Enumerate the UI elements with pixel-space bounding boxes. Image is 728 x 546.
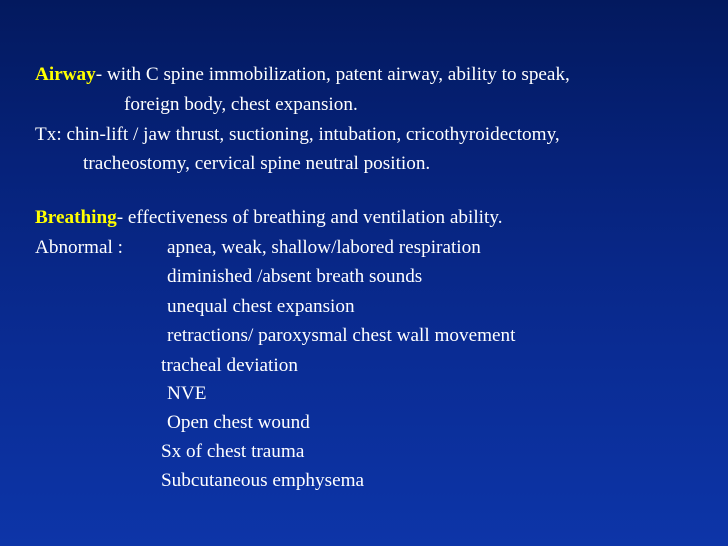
breathing-keyword: Breathing — [35, 207, 117, 228]
airway-keyword: Airway — [35, 64, 96, 85]
abnormal-item: Subcutaneous emphysema — [161, 470, 365, 491]
airway-line — [35, 64, 570, 86]
airway-line-2: foreign body, chest expansion. — [124, 94, 358, 115]
abnormal-item: apnea, weak, shallow/labored respiration — [167, 237, 481, 258]
breathing-description: - effectiveness of breathing and ventilation ability. — [116, 207, 503, 228]
abnormal-item: unequal chest expansion — [167, 296, 355, 317]
abnormal-item: retractions/ paroxysmal chest wall movement — [167, 325, 516, 346]
abnormal-label: Abnormal : — [35, 237, 123, 258]
airway-treatment-line-2: tracheostomy, cervical spine neutral position. — [83, 153, 431, 174]
abnormal-item: Open chest wound — [167, 412, 310, 433]
abnormal-item: Sx of chest trauma — [161, 441, 305, 462]
airway-treatment-line-1: Tx: chin-lift / jaw thrust, suctioning, intubation, cricothyroidectomy, — [35, 124, 560, 145]
abnormal-item: diminished /absent breath sounds — [167, 266, 423, 287]
breathing-line — [35, 207, 503, 229]
airway-description: - with C spine immobilization, patent airway, ability to speak, — [95, 64, 570, 85]
abnormal-item: NVE — [167, 383, 207, 404]
abnormal-item: tracheal deviation — [161, 355, 298, 376]
